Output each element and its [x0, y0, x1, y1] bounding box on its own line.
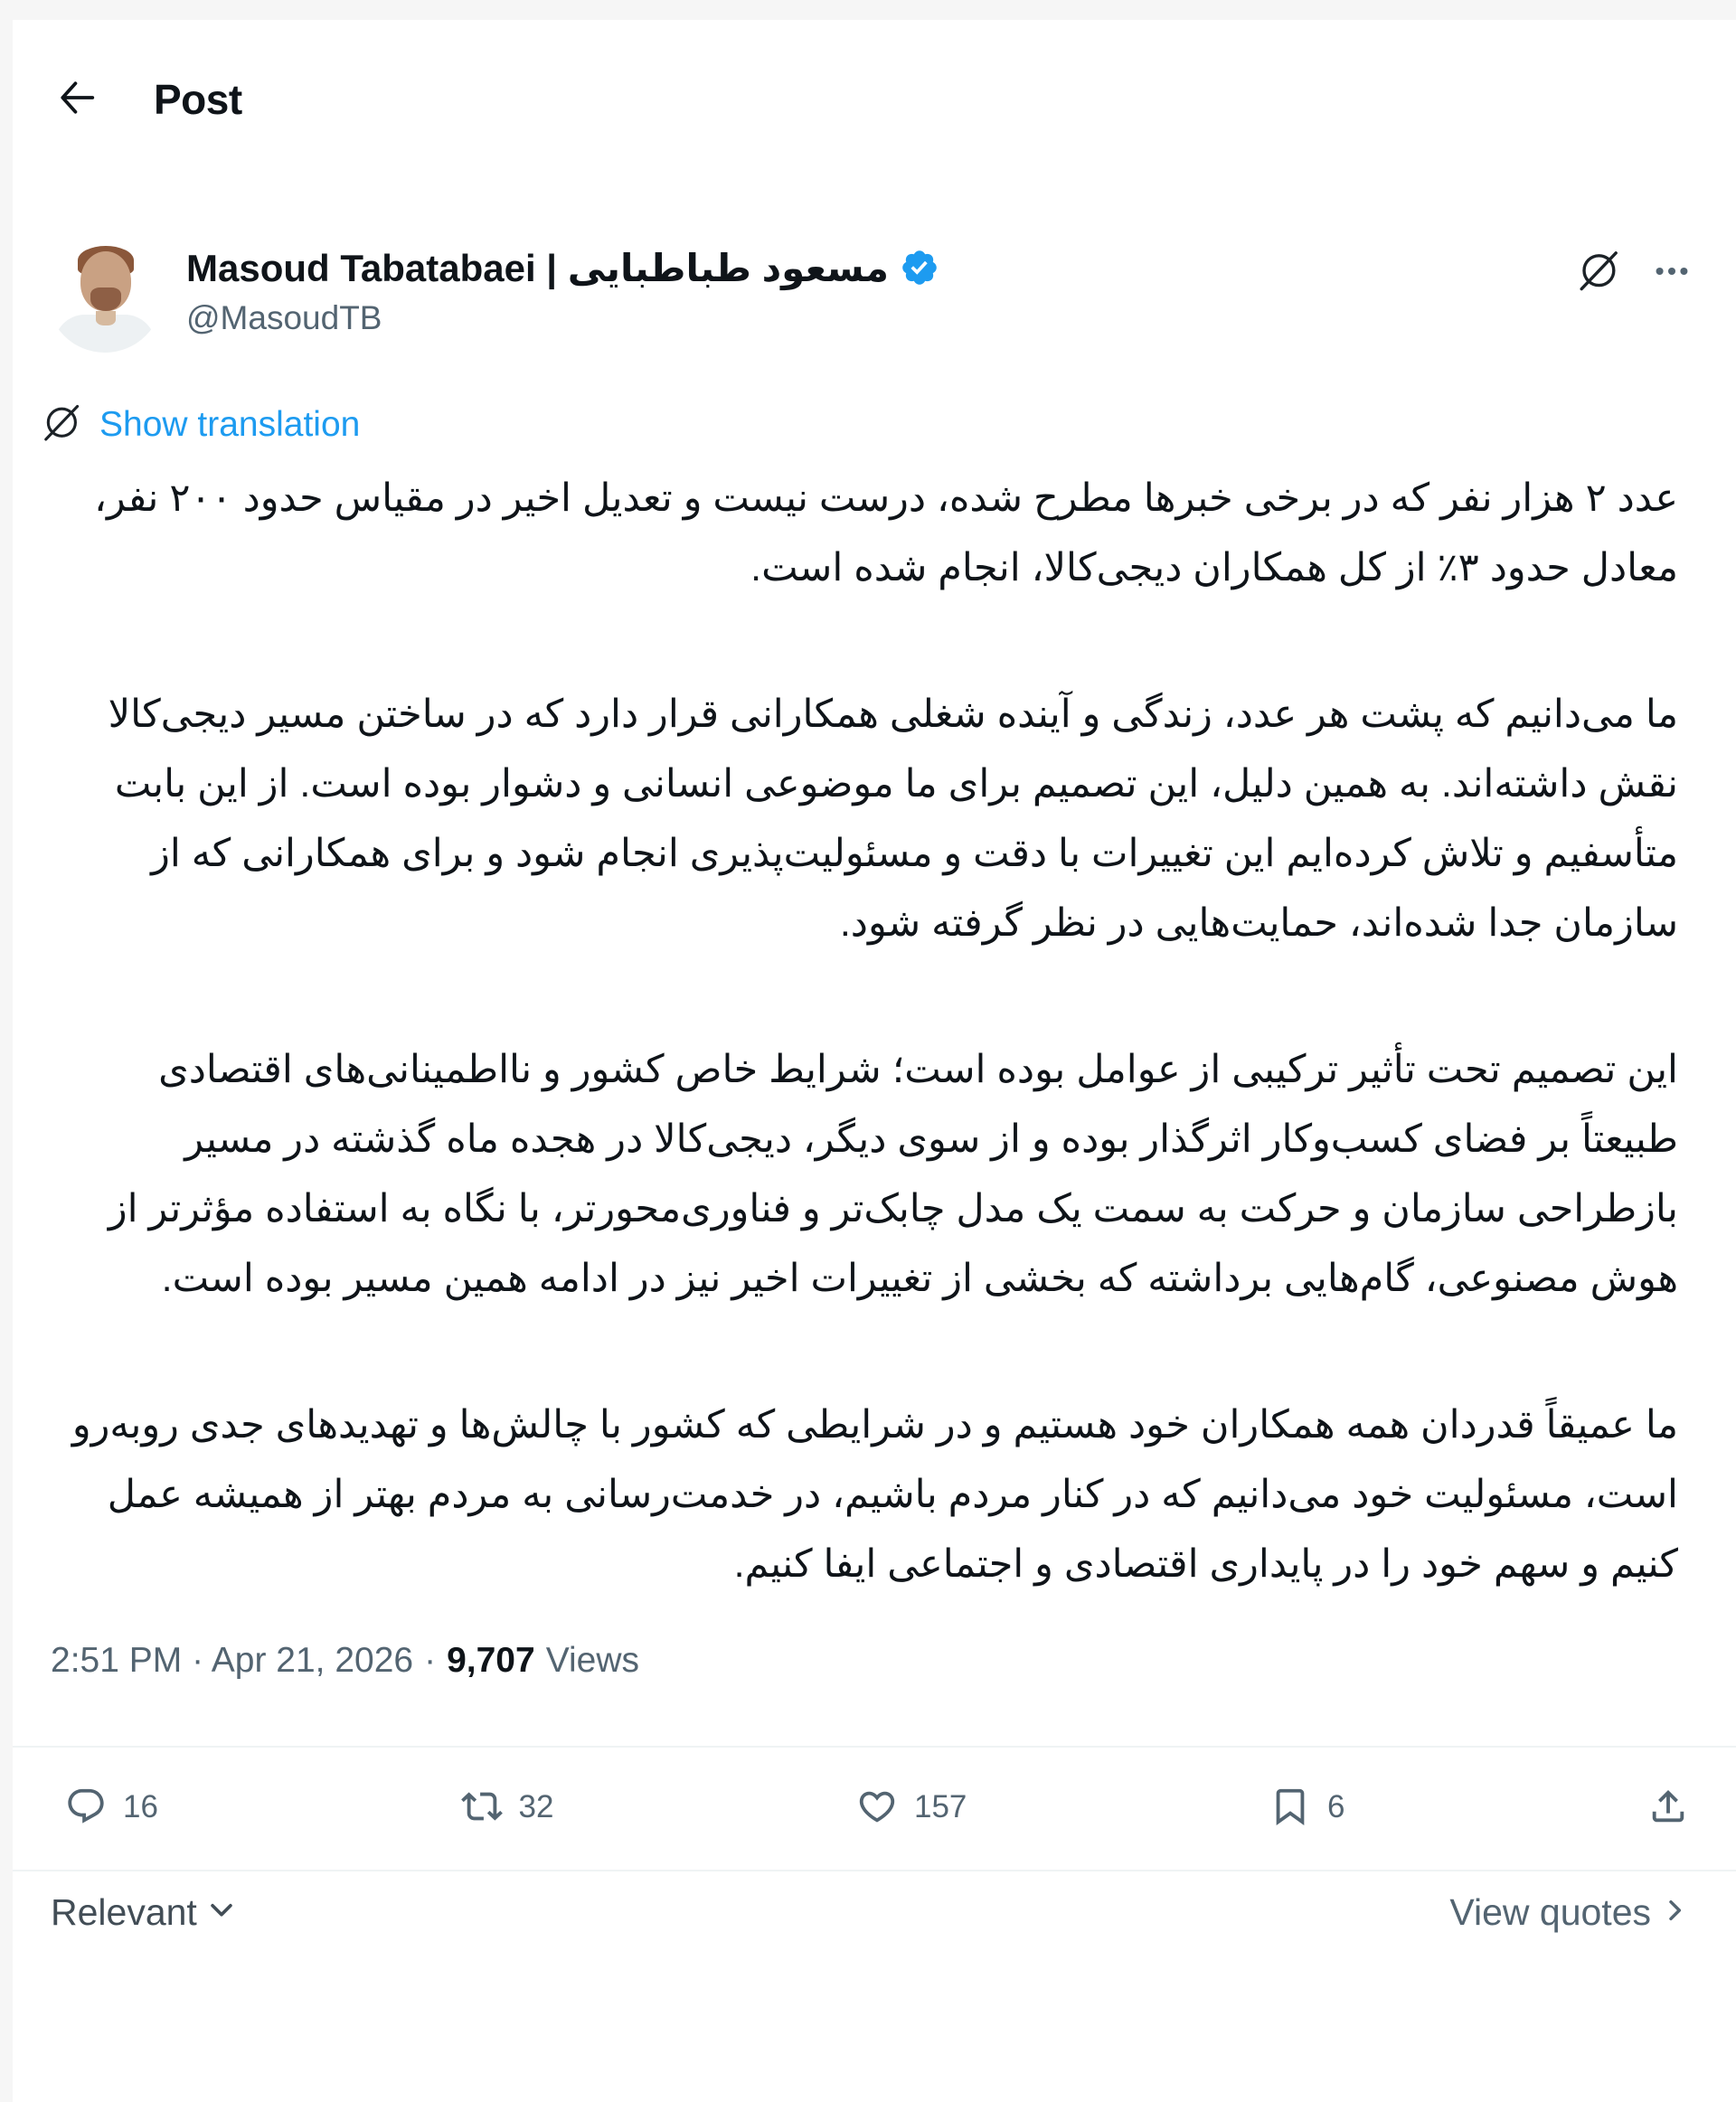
tweet-paragraph: ما عمیقاً قدردان همه همکاران خود هستیم و در شرایطی که کشور با چالش‌ها و تهدیدهای جدی روبه‌رو است، مسئولیت خود می‌دانیم که در کنار مردم باشیم، در خدمت‌رسانی به مردم بهتر از همیشه عمل کنیم و سهم خود را در پایداری اقتصادی و اجتماعی ایفا کنیم. — [71, 1402, 1678, 1586]
tweet-meta-row — [0, 1641, 1736, 1681]
tweet-text — [0, 448, 1736, 1599]
ellipsis-icon — [1651, 250, 1693, 295]
share-icon — [1647, 1786, 1689, 1830]
meta-separator: · — [424, 1640, 437, 1680]
avatar[interactable] — [47, 237, 163, 353]
author-handle[interactable]: @MasoudTB — [186, 298, 382, 336]
heart-icon — [856, 1786, 898, 1830]
author-actions — [1577, 237, 1693, 296]
sort-label: Relevant — [51, 1890, 197, 1933]
chevron-right-icon — [1660, 1891, 1689, 1934]
action-bar — [0, 1748, 1736, 1870]
grok-icon — [1577, 250, 1620, 296]
author-display-name[interactable]: Masoud Tabatabaei | مسعود طباطبایی — [186, 246, 889, 289]
avatar-beard — [90, 287, 121, 311]
author-meta — [186, 237, 939, 337]
repost-button[interactable] — [461, 1786, 554, 1830]
post-header — [0, 0, 1736, 152]
bookmark-icon — [1269, 1786, 1311, 1830]
tweet-paragraph: ما می‌دانیم که پشت هر عدد، زندگی و آینده شغلی همکارانی قرار دارد که در ساختن مسیر دیجی‌کالا نقش داشته‌اند. به همین دلیل، این تصمیم برای ما موضوعی انسانی و دشوار بوده است. از این بابت متأسفیم و تلاش کرده‌ایم این تغییرات با دقت و مسئولیت‌پذیری انجام شود و برای همکارانی که از سازمان جدا شده‌اند، حمایت‌هایی در نظر گرفته شود. — [108, 692, 1678, 945]
back-button[interactable] — [56, 79, 98, 120]
back-arrow-icon — [57, 78, 97, 120]
show-translation-link[interactable]: Show translation — [99, 405, 361, 445]
views-label: Views — [545, 1640, 640, 1680]
view-quotes-link[interactable] — [1449, 1891, 1689, 1934]
like-button[interactable] — [856, 1786, 967, 1830]
view-quotes-label: View quotes — [1449, 1890, 1651, 1933]
views-count: 9,707 — [447, 1640, 535, 1680]
window-edge-left — [0, 0, 13, 2102]
reply-icon — [65, 1786, 107, 1830]
page-title: Post — [154, 75, 242, 123]
tweet-paragraph: عدد ۲ هزار نفر که در برخی خبرها مطرح شده، درست نیست و تعدیل اخیر در مقیاس حدود ۲۰۰ نفر، معادل حدود ۳٪ از کل همکاران دیجی‌کالا، انجام شده است. — [94, 476, 1678, 589]
timestamp: 2:51 PM · Apr 21, 2026 — [51, 1640, 414, 1680]
verified-badge-icon — [900, 248, 939, 287]
avatar-neck — [96, 311, 116, 325]
author-name-line[interactable] — [186, 246, 939, 290]
footer-row — [0, 1871, 1736, 1934]
tweet-paragraph: این تصمیم تحت تأثیر ترکیبی از عوامل بوده است؛ شرایط خاص کشور و نااطمینانی‌های اقتصادی طبیعتاً بر فضای کسب‌وکار اثرگذار بوده و از سوی دیگر، دیجی‌کالا در هجده ماه گذشته در مسیر بازطراحی سازمان و حرکت به سمت یک مدل چابک‌تر و فناوری‌محورتر، با نگاه به استفاده مؤثرتر از هوش مصنوعی، گام‌هایی برداشته که بخشی از تغییرات اخیر نیز در ادامه همین مسیر بوده است. — [108, 1047, 1678, 1300]
grok-translate-icon — [42, 403, 81, 448]
grok-actions-button[interactable] — [1577, 250, 1620, 296]
bookmark-count: 6 — [1326, 1789, 1345, 1825]
author-row — [47, 237, 1693, 353]
bookmark-button[interactable] — [1269, 1786, 1344, 1830]
window-edge-top — [0, 0, 1736, 20]
sort-selector[interactable] — [51, 1891, 237, 1934]
repost-count: 32 — [518, 1789, 554, 1825]
reply-count: 16 — [123, 1789, 158, 1825]
repost-icon — [461, 1786, 503, 1830]
more-menu-button[interactable] — [1651, 250, 1693, 295]
like-count: 157 — [914, 1789, 967, 1825]
translate-row — [42, 403, 1736, 448]
chevron-down-icon — [206, 1891, 237, 1934]
share-button[interactable] — [1647, 1786, 1689, 1830]
reply-button[interactable] — [65, 1786, 158, 1830]
tweet — [0, 237, 1736, 1934]
